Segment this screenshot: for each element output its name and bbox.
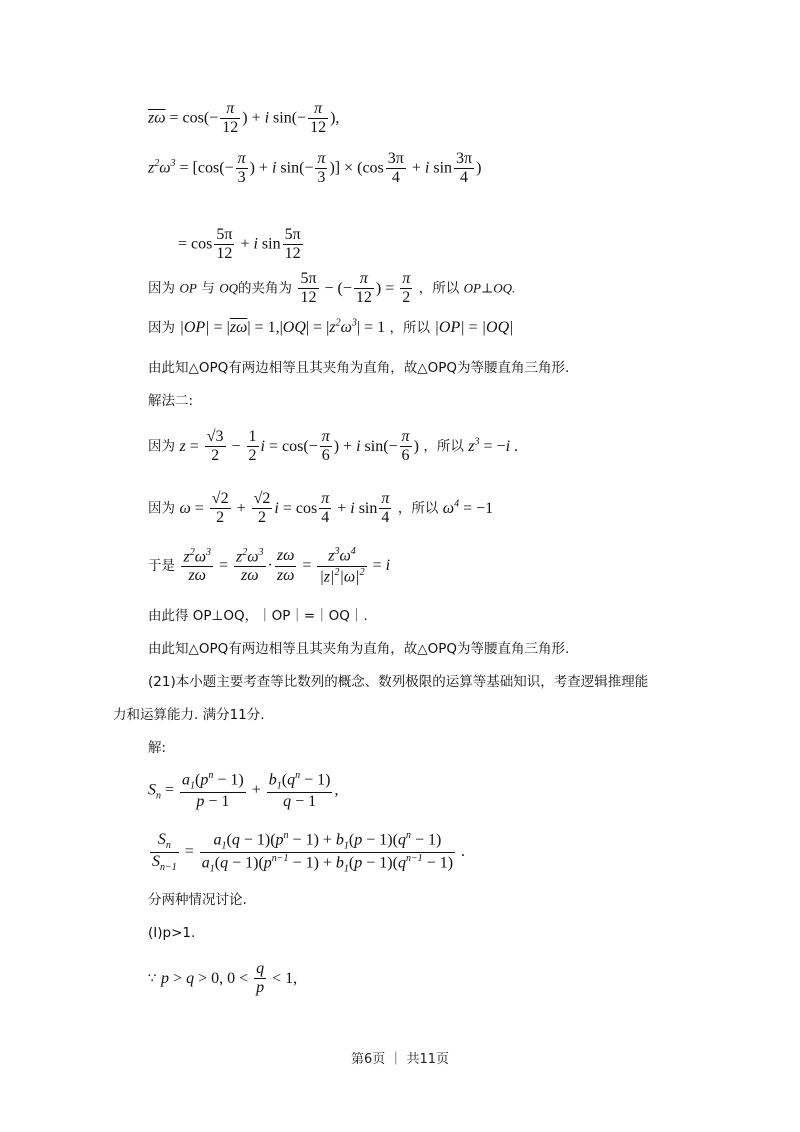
case-one-heading: (Ⅰ)p>1.: [148, 925, 196, 941]
text: 于是: [148, 557, 175, 574]
vector-op: OP: [179, 280, 197, 296]
text: 因为: [148, 438, 175, 455]
solution-heading: 解:: [148, 740, 167, 756]
case-one-condition: ∵ p > q > 0, 0 < $\frac{q}{p}$ < 1,: [148, 960, 298, 997]
problem-21-intro-cont: 力和运算能力. 满分11分.: [113, 707, 265, 723]
derived-result: 由此得 OP⊥OQ，｜OP｜=｜OQ｜.: [148, 608, 368, 624]
equation-result-5pi-12: = cos $\frac{5\pi}{12}$ + i sin $\frac{5\pi}{12}$: [178, 226, 301, 263]
equation-conj-z-omega: $\overline{z\omega} = \cos(-$ $\frac{\pi}{12}$ ) + i sin(− $\frac{\pi}{12}$ ),: [148, 100, 340, 137]
vector-oq: OQ: [219, 280, 238, 296]
text: ，所以: [418, 280, 460, 297]
equation-sn: $S_n$ = $\frac{a_1(p^n - 1)}{p - 1}$ + $\frac{b_1(q^n - 1)}{q - 1}$ ,: [148, 770, 339, 811]
text: ，所以: [397, 500, 439, 517]
angle-statement: 因为 OP 与 OQ的夹角为 $\frac{5\pi}{12}$ − (− $\frac{\pi}{12}$ ) = $\frac{\pi}{2}$ ，所以 OP⊥OQ.: [148, 270, 516, 307]
ratio-derivation: 于是 $\frac{z^2\omega^3}{z\omega}$ = $\frac{z^2\omega^3}{z\omega}$ · $\frac{z\omega}{z\omega}$ = $\frac{z^3\omega^4}{|z|^2|\omega|^2}$ = i: [148, 546, 391, 586]
text: 与: [201, 280, 215, 297]
perpendicular-result: OP⊥OQ.: [463, 280, 516, 296]
text: 因为: [148, 500, 175, 517]
page-footer: 第6页 ｜ 共11页: [350, 1052, 450, 1067]
modulus-statement: 因为 $|OP| = |\overline{z\omega}| = 1,|OQ| = |z^2\omega^3| = 1$ ，所以 |OP| = |OQ|: [148, 317, 514, 336]
equation-z2-omega3: $z^2\omega^3 = [\cos(-$ $\frac{\pi}{3}$ ) + i sin(− $\frac{\pi}{3}$ )] × (cos $\frac{3\pi}{4}$ + i sin $\frac{3\pi}{4}$ ): [148, 150, 482, 187]
conclusion-paragraph-2: 由此知△OPQ有两边相等且其夹角为直角，故△OPQ为等腰直角三角形.: [148, 641, 570, 657]
text: 因为: [148, 320, 175, 336]
text: ，所以: [389, 320, 431, 336]
text: 的夹角为: [237, 280, 292, 297]
omega-definition: 因为 ω = $\frac{√2}{2}$ + $\frac{√2}{2}$ i = cos $\frac{\pi}{4}$ + i sin $\frac{\pi}{4}$ ，所以 $\omega^4 = -1$: [148, 490, 494, 527]
conclusion-paragraph-1: 由此知△OPQ有两边相等且其夹角为直角，故△OPQ为等腰直角三角形.: [148, 360, 570, 376]
case-discussion: 分两种情况讨论.: [148, 892, 247, 908]
text: ，所以: [423, 438, 464, 455]
method-two-heading: 解法二:: [148, 393, 194, 409]
z-definition: 因为 z = $\frac{√3}{2}$ − $\frac{1}{2}$ i = cos(− $\frac{\pi}{6}$ ) + i sin(− $\frac{\pi}{6}$ ) ，所以 $z^3 = -i$ .: [148, 428, 519, 465]
because-symbol: ∵: [148, 970, 157, 987]
equation-sn-ratio: $\frac{S_n}{S_{n-1}}$ = $\frac{a_1(q - 1)(p^n - 1) + b_1(p - 1)(q^n - 1)}{a_1(q - 1)(p^{n-1} - 1) + b_1(p - 1)(q^{n-1} - 1)}$ .: [152, 830, 466, 875]
text: 因为: [148, 280, 175, 297]
problem-21-intro: (21)本小题主要考查等比数列的概念、数列极限的运算等基础知识，考查逻辑推理能: [148, 674, 649, 690]
